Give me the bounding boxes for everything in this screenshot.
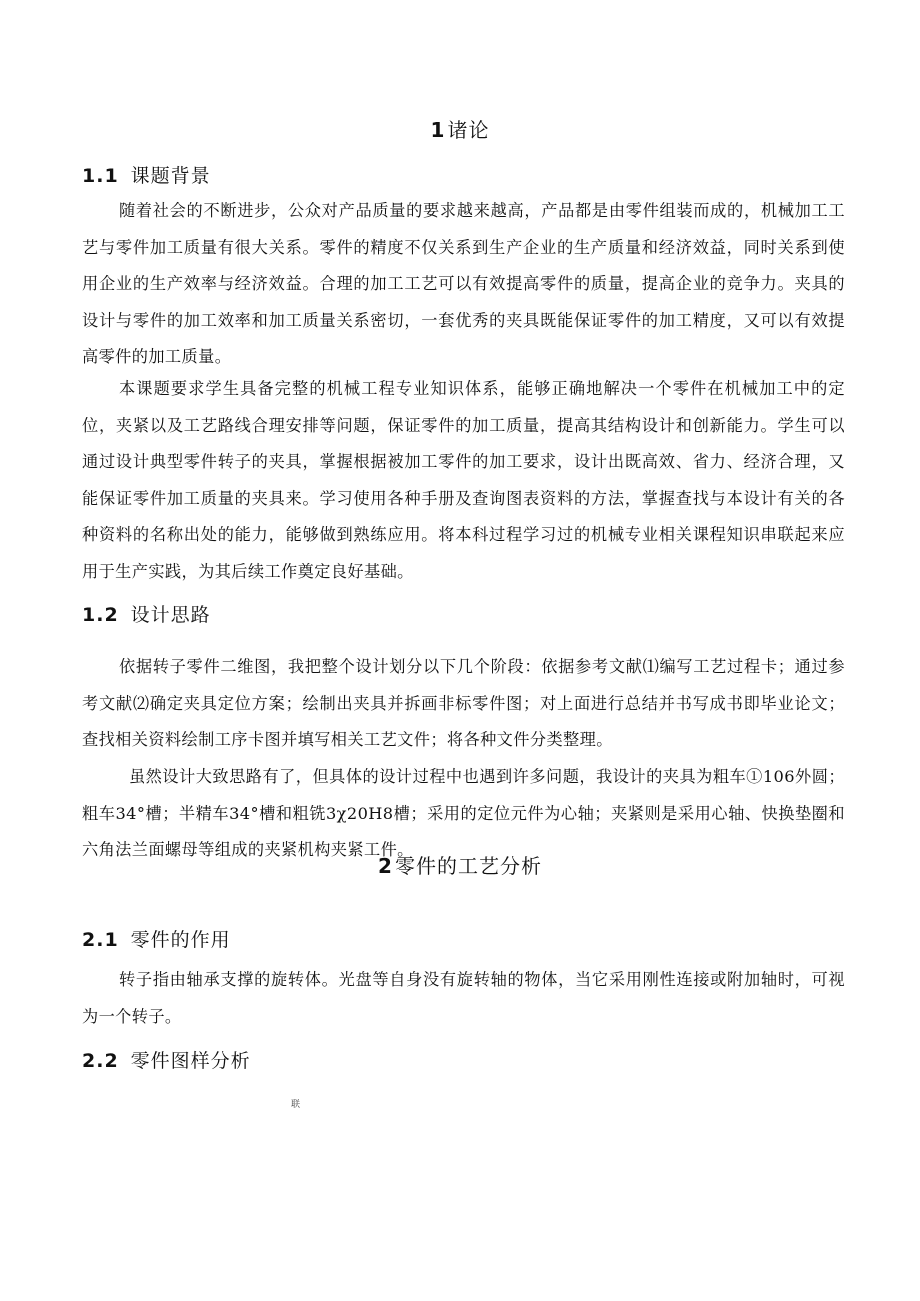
section-title-text: 课题背景 — [130, 165, 211, 187]
section-title-1-2 — [82, 601, 211, 629]
paragraph-part-function: 转子指由轴承支撑的旋转体。光盘等自身没有旋转轴的物体，当它采用刚性连接或附加轴时，可视为一个转子。 — [82, 970, 845, 1026]
stray-character: 联 — [291, 1100, 301, 1110]
section-title-2-2 — [82, 1047, 251, 1075]
paragraph-design-idea-2: 虽然设计大致思路有了，但具体的设计过程中也遇到许多问题，我设计的夹具为粗车①106外圆；粗车34°槽；半精车34°槽和粗铣3χ20H8槽；采用的定位元件为心轴；夹紧则是采用心轴、快换垫圈和六角法兰面螺母等组成的夹紧机构夹紧工件。 — [82, 767, 845, 859]
paragraph-background-2: 本课题要求学生具备完整的机械工程专业知识体系，能够正确地解决一个零件在机械加工中的定位，夹紧以及工艺路线合理安排等问题，保证零件的加工质量，提高其结构设计和创新能力。学生可以通过设计典型零件转子的夹具，掌握根据被加工零件的加工要求，设计出既高效、省力、经济合理，又能保证零件加工质量的夹具来。学习使用各种手册及查询图表资料的方法，掌握查找与本设计有关的各种资料的名称出处的能力，能够做到熟练应用。将本科过程学习过的机械专业相关课程知识串联起来应用于生产实践，为其后续工作奠定良好基础。 — [82, 379, 845, 581]
section-number: 2.1 — [82, 929, 119, 951]
section-number: 1.1 — [82, 165, 119, 187]
section-title-1-1 — [82, 162, 211, 190]
chapter-title-text: 零件的工艺分析 — [394, 854, 542, 878]
section-title-text: 零件图样分析 — [130, 1050, 251, 1072]
section-title-text: 设计思路 — [130, 604, 211, 626]
chapter-title-1 — [0, 116, 920, 144]
paragraph-background-1: 随着社会的不断进步，公众对产品质量的要求越来越高，产品都是由零件组装而成的，机械加工工艺与零件加工质量有很大关系。零件的精度不仅关系到生产企业的生产质量和经济效益，同时关系到使用企业的生产效率与经济效益。合理的加工工艺可以有效提高零件的质量，提高企业的竞争力。夹具的设计与零件的加工效率和加工质量关系密切，一套优秀的夹具既能保证零件的加工精度，又可以有效提高零件的加工质量。 — [82, 201, 845, 366]
section-title-2-1 — [82, 926, 231, 954]
chapter-number: 2 — [378, 854, 393, 878]
chapter-title-text: 诸论 — [447, 118, 490, 142]
paragraph-design-idea-1: 依据转子零件二维图，我把整个设计划分以下几个阶段：依据参考文献⑴编写工艺过程卡；通过参考文献⑵确定夹具定位方案；绘制出夹具并拆画非标零件图；对上面进行总结并书写成书即毕业论文；查找相关资料绘制工序卡图并填写相关工艺文件；将各种文件分类整理。 — [82, 657, 845, 749]
chapter-number: 1 — [430, 118, 446, 142]
section-number: 2.2 — [82, 1050, 119, 1072]
section-title-text: 零件的作用 — [130, 929, 231, 951]
chapter-title-2 — [0, 852, 920, 880]
section-number: 1.2 — [82, 604, 119, 626]
